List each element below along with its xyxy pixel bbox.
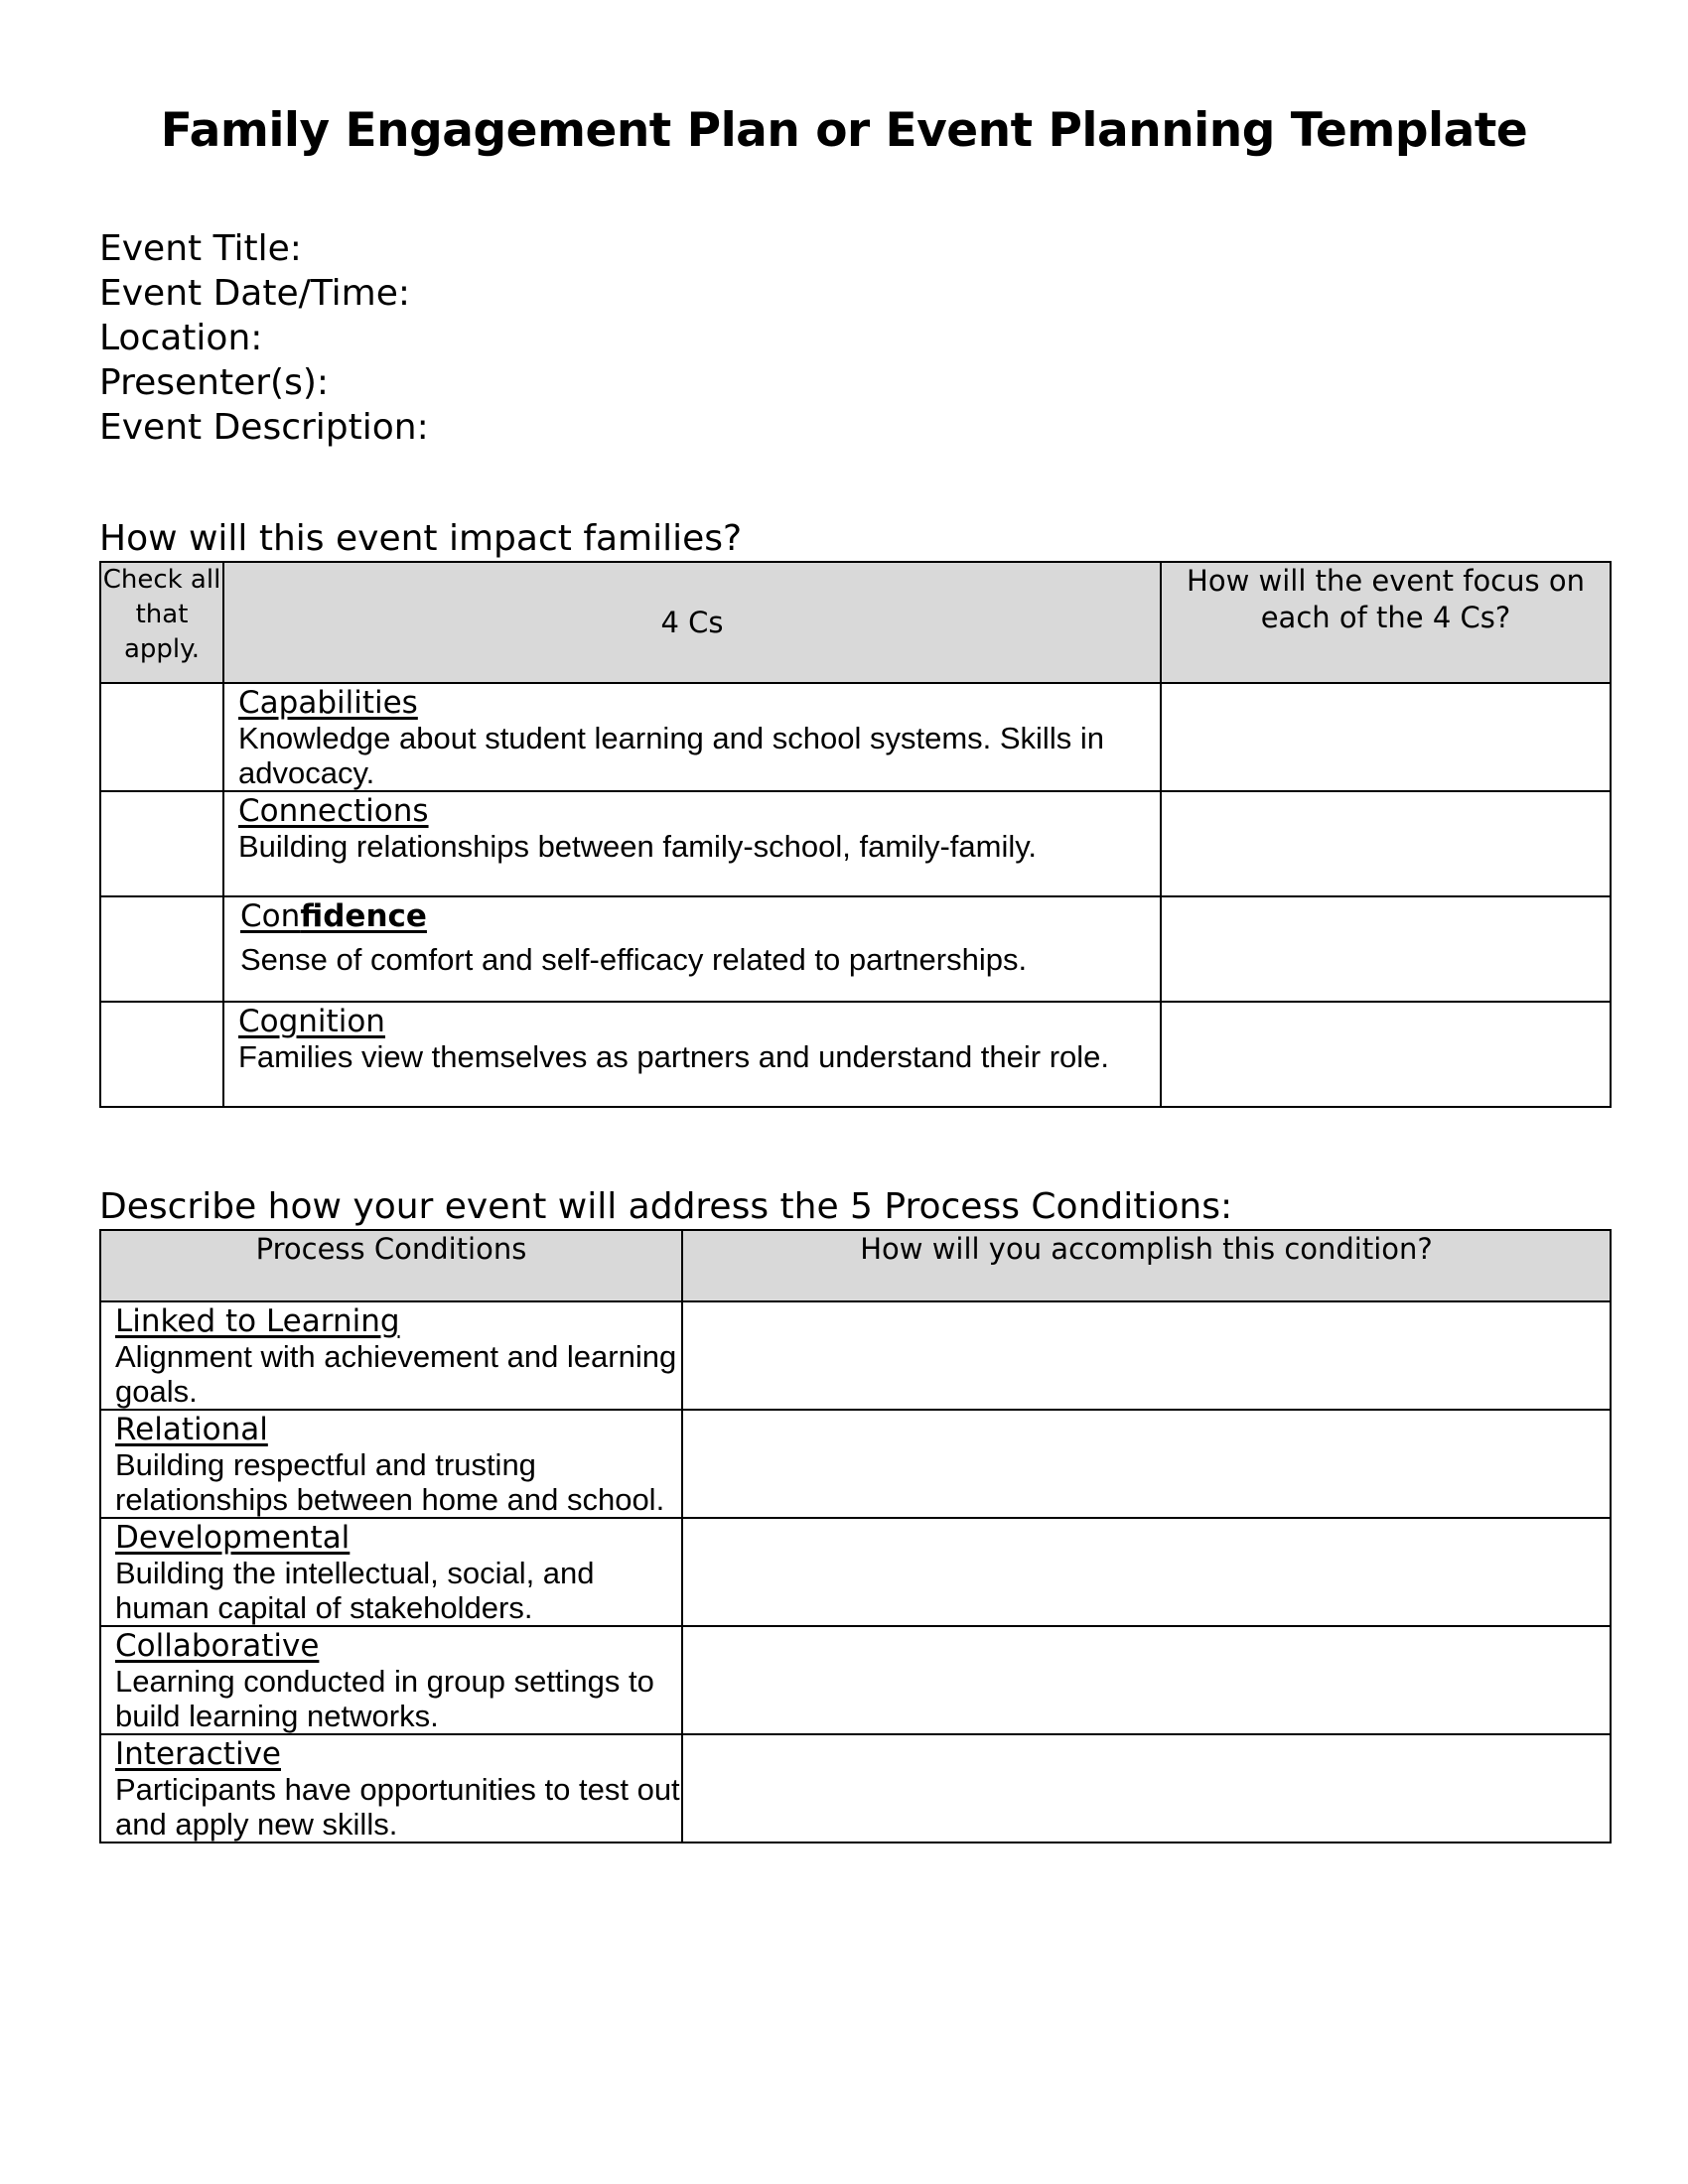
process-conditions-header: Process Conditions <box>100 1230 682 1301</box>
condition-cell <box>100 1410 682 1518</box>
confidence-name <box>240 899 1160 934</box>
collaborative-description: Learning conducted in group settings to build learning networks. <box>115 1664 654 1733</box>
linked-to-learning-description: Alignment with achievement and learning goals. <box>115 1339 677 1409</box>
accomplish-response-cell[interactable] <box>682 1518 1611 1626</box>
table-row <box>100 1626 1611 1734</box>
collaborative-name: Collaborative <box>115 1628 320 1664</box>
event-date-time-field[interactable]: Event Date/Time: <box>99 273 410 314</box>
focus-response-cell[interactable] <box>1161 683 1611 791</box>
c-item-cell <box>223 896 1161 1002</box>
table-row <box>100 791 1611 896</box>
check-cell[interactable] <box>100 896 223 1002</box>
check-cell[interactable] <box>100 1002 223 1107</box>
check-all-header: Check all that apply. <box>100 562 223 683</box>
cognition-description: Families view themselves as partners and understand their role. <box>238 1039 1110 1074</box>
impact-section-heading: How will this event impact families? <box>99 518 743 559</box>
page-title: Family Engagement Plan or Event Planning Template <box>160 103 1528 158</box>
confidence-description: Sense of comfort and self-efficacy related to partnerships. <box>240 942 1028 977</box>
capabilities-name: Capabilities <box>238 685 418 721</box>
interactive-name: Interactive <box>115 1736 281 1772</box>
capabilities-description: Knowledge about student learning and school systems. Skills in advocacy. <box>238 721 1104 790</box>
four-cs-table <box>99 561 1612 1108</box>
process-header-row <box>100 1230 1611 1301</box>
relational-name: Relational <box>115 1412 268 1447</box>
focus-response-cell[interactable] <box>1161 1002 1611 1107</box>
event-description-field[interactable]: Event Description: <box>99 407 429 448</box>
table-row <box>100 1410 1611 1518</box>
accomplish-response-cell[interactable] <box>682 1410 1611 1518</box>
c-item-cell <box>223 1002 1161 1107</box>
developmental-name: Developmental <box>115 1520 351 1556</box>
focus-response-cell[interactable] <box>1161 791 1611 896</box>
check-cell[interactable] <box>100 791 223 896</box>
focus-header: How will the event focus on each of the 4 Cs? <box>1161 562 1611 683</box>
condition-cell <box>100 1518 682 1626</box>
table-row <box>100 1301 1611 1410</box>
accomplish-response-cell[interactable] <box>682 1734 1611 1843</box>
table-row <box>100 1518 1611 1626</box>
accomplish-header: How will you accomplish this condition? <box>682 1230 1611 1301</box>
relational-description: Building respectful and trusting relationships between home and school. <box>115 1447 665 1517</box>
connections-description: Building relationships between family-school, family-family. <box>238 829 1038 864</box>
process-conditions-table <box>99 1229 1612 1843</box>
connections-name: Connections <box>238 793 429 829</box>
confidence-name-bold: fidence <box>300 898 427 934</box>
table-row <box>100 1734 1611 1843</box>
cognition-name: Cognition <box>238 1004 385 1039</box>
condition-cell <box>100 1734 682 1843</box>
event-title-field[interactable]: Event Title: <box>99 228 302 269</box>
table-row <box>100 1002 1611 1107</box>
confidence-name-plain: Con <box>240 898 301 934</box>
interactive-description: Participants have opportunities to test out and apply new skills. <box>115 1772 680 1842</box>
condition-cell <box>100 1626 682 1734</box>
accomplish-response-cell[interactable] <box>682 1626 1611 1734</box>
developmental-description: Building the intellectual, social, and human capital of stakeholders. <box>115 1556 595 1625</box>
c-item-cell <box>223 683 1161 791</box>
c-item-cell <box>223 791 1161 896</box>
focus-response-cell[interactable] <box>1161 896 1611 1002</box>
condition-cell <box>100 1301 682 1410</box>
location-field[interactable]: Location: <box>99 318 263 358</box>
four-cs-header-row <box>100 562 1611 683</box>
table-row <box>100 683 1611 791</box>
process-section-heading: Describe how your event will address the 5 Process Conditions: <box>99 1186 1233 1227</box>
event-fields <box>99 226 429 450</box>
accomplish-response-cell[interactable] <box>682 1301 1611 1410</box>
presenters-field[interactable]: Presenter(s): <box>99 362 329 403</box>
four-cs-header: 4 Cs <box>223 562 1161 683</box>
check-cell[interactable] <box>100 683 223 791</box>
table-row <box>100 896 1611 1002</box>
linked-to-learning-name: Linked to Learning <box>115 1303 400 1339</box>
